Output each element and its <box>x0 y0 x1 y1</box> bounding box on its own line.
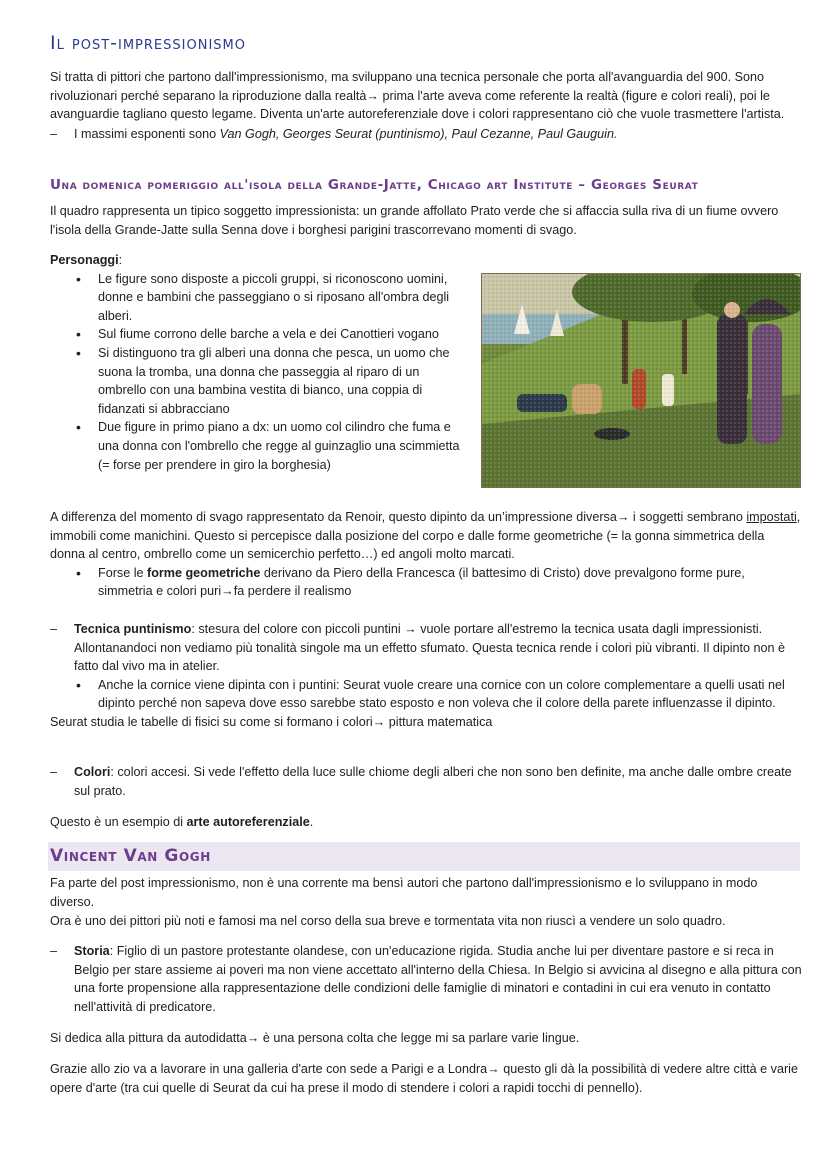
list-item: • Sul fiume corrono delle barche a vela e dei Canottieri vogano <box>50 325 470 344</box>
list-item <box>50 564 802 601</box>
section-heading-van-gogh: Vincent Van Gogh <box>50 846 211 866</box>
section-heading-grande-jatte: Una domenica pomeriggio all'isola della Grande-Jatte, Chicago art Institute – Georges Seurat <box>50 177 699 193</box>
list-item: • Anche la cornice viene dipinta con i puntini: Seurat vuole creare una cornice con un colore complementare a quelli usati nel dipinto perché non sapeva dove esso sarebbe stato esposto e non voleva che il colore della parete influenzasse il dipinto. <box>50 676 802 713</box>
arte-autoreferenziale-bold: arte autoreferenziale <box>186 815 310 829</box>
esempio-block <box>50 813 802 832</box>
storia-item <box>50 942 802 1016</box>
exponents-item <box>50 125 802 144</box>
esempio-text-b: . <box>309 815 314 829</box>
forme-geometriche-bold: forme geometriche <box>147 565 261 580</box>
van-gogh-p2: Ora è uno dei pittori più noti e famosi ma nel corso della sua breve e tormentata vita non riuscì a vendere un solo quadro. <box>50 914 726 929</box>
personaggi-heading <box>50 251 470 270</box>
zio-block <box>50 1060 802 1097</box>
differenza-text-b: , immobili come manichini. Questo si percepisce dalla posizione del corpo e dalle forme geometriche (= la gonna simmetrica della donna al centro, ombrello come un semicerchio perfetto…) ed angoli molto marcati. <box>50 510 801 562</box>
colori-block <box>50 763 802 800</box>
autodidatta-paragraph: Si dedica alla pittura da autodidatta→ è una persona colta che legge mi sa parlare varie lingue. <box>50 1031 580 1045</box>
storia-bold: Storia <box>74 944 110 958</box>
storia-text: : Figlio di un pastore protestante olandese, con un'educazione rigida. Studia anche lui per diventare pastore e si reca in Belgio per stare assieme ai poveri ma non viene accettato all'interno della Chiesa. In Belgio si avvicina al disegno e alla pittura con una forte propensione alla rappresentazione delle condizioni delle famiglie di minatori e contadini in cui era venuto in contatto nell'attività di predicatore. <box>74 944 802 1014</box>
impostati-underlined: impostati <box>746 510 797 524</box>
differenza-paragraph <box>50 508 802 564</box>
colori-bold: Colori <box>74 765 111 779</box>
intro-block <box>50 68 802 143</box>
forme-text-a: Forse le <box>98 565 147 580</box>
autodidatta-block <box>50 1029 802 1048</box>
section-grande-jatte <box>50 176 802 195</box>
page-title: Il post-impressionismo <box>50 32 246 54</box>
personaggi-block <box>50 251 470 474</box>
zio-paragraph: Grazie allo zio va a lavorare in una galleria d'arte con sede a Parigi e a Londra→ questo gli dà la possibilità di vedere altre città e varie opere d'arte (tra cui quelle di Seurat da cui ha prese il modo di stendere i colori a rapidi tocchi di pennello). <box>50 1062 798 1095</box>
grande-jatte-painting-icon <box>482 274 800 487</box>
esempio-text-a: Questo è un esempio di <box>50 815 187 829</box>
forme-text-b: derivano da Piero della Francesca (il battesimo di Cristo) dove prevalgono forme pure, simmetria e colori puri→fa perdere il realismo <box>98 565 745 599</box>
list-item: • Si distinguono tra gli alberi una donna che pesca, un uomo che suona la tromba, una donna che passeggia al riparo di un ombrello con una bambina vestita di bianco, una coppia di fidanzati si abbracciano <box>50 344 470 418</box>
grande-jatte-intro: Il quadro rappresenta un tipico soggetto impressionista: un grande affollato Prato verde che si affaccia sulla riva di un fiume ovvero l'isola della Grande-Jatte sulla Senna dove i borghesi parigini trascorrevano momenti di svago. <box>50 204 779 237</box>
list-item: • Le figure sono disposte a piccoli gruppi, si riconoscono uomini, donne e bambini che passeggiano o si riposano all'ombra degli alberi. <box>50 270 470 326</box>
intro-paragraph: Si tratta di pittori che partono dall'impressionismo, ma sviluppano una tecnica personale che porta all'avanguardia del 900. Sono rivoluzionari perché separano la riproduzione dalla realtà→ prima l'arte aveva come referente la realtà (figure e colori reali), poi le avanguardie tagliano questo legame. Diventa un'arte autoreferenziale dove i colori rappresentano ciò che vuole trasmettere l'artista. <box>50 70 785 122</box>
tecnica-text: : stesura del colore con piccoli puntini → vuole portare all'estremo la tecnica usata dagli impressionisti. Allontanandoci non vediamo più tonalità singole ma un effetto sfumato. Questa tecnica rende i colori più vibranti. Il dipinto non è fatto dal vivo ma in atelier. <box>74 622 786 674</box>
exponents-lead: I massimi esponenti sono <box>74 126 220 141</box>
van-gogh-intro-block <box>50 874 802 931</box>
differenza-block <box>50 508 802 601</box>
seurat-painting-image <box>481 273 801 488</box>
tecnica-block <box>50 620 802 732</box>
tecnica-item <box>50 620 802 676</box>
colori-text: : colori accesi. Si vede l'effetto della luce sulle chiome degli alberi che non sono ben definite, ma anche dalle ombre create sul prato. <box>74 765 792 798</box>
tecnica-puntinismo-bold: Tecnica puntinismo <box>74 622 192 636</box>
section-post-impressionismo <box>50 34 802 53</box>
esempio-paragraph <box>50 813 802 832</box>
differenza-text-a: A differenza del momento di svago rappresentato da Renoir, questo dipinto da un’impressione diversa→ i soggetti sembrano <box>50 510 747 524</box>
personaggi-colon: : <box>118 253 123 267</box>
grande-jatte-intro-block <box>50 202 802 239</box>
colori-item <box>50 763 802 800</box>
personaggi-label: Personaggi <box>50 253 119 267</box>
van-gogh-heading-band <box>48 842 800 871</box>
storia-block <box>50 942 802 1016</box>
list-item: • Due figure in primo piano a dx: un uomo col cilindro che fuma e una donna con l'ombrello che regge al guinzaglio una scimmietta (= forse per prendere in giro la borghesia) <box>50 418 470 474</box>
van-gogh-p1: Fa parte del post impressionismo, non è una corrente ma bensì autori che partono dall'impressionismo e lo sviluppano in modo diverso. <box>50 876 758 909</box>
tabelle-paragraph: Seurat studia le tabelle di fisici su come si formano i colori→ pittura matematica <box>50 714 493 729</box>
exponents-names: Van Gogh, Georges Seurat (puntinismo), Paul Cezanne, Paul Gauguin. <box>219 126 618 141</box>
